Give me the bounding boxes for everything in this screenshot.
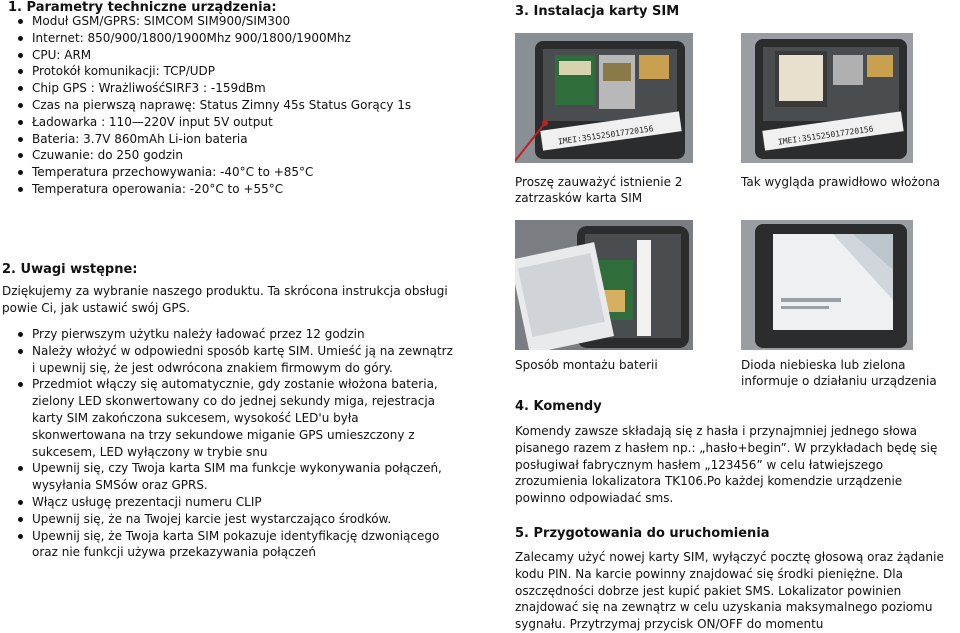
sim-slot-photo (515, 33, 693, 163)
list-item: Przedmiot włączy się automatycznie, gdy zostanie włożona bateria, zielony LED skonwertowany co do jednej sekundy miga, rejestracja karty SIM zakończona sukcesem, wysokość LED'u była skonwertowana na trzy sekundowe miganie GPS umieszczony z sukcesem, LED wyłączony w trybie snu (16, 376, 456, 460)
section2-title: 2. Uwagi wstępne: (2, 262, 138, 277)
section2-intro: Dziękujemy za wybranie naszego produktu. Ta skrócona instrukcja obsługi powie Ci, jak ustawić swój GPS. (2, 284, 448, 315)
imei-label: IMEI:351525017720156 (777, 124, 875, 147)
list-item: Upewnij się, że na Twojej karcie jest wystarczająco środków. (16, 511, 456, 528)
list-item: Temperatura operowania: -20°C to +55°C (16, 181, 496, 198)
section4-title: 4. Komendy (515, 399, 602, 414)
list-item: CPU: ARM (16, 47, 496, 64)
list-item: Włącz usługę prezentacji numeru CLIP (16, 494, 456, 511)
section3-title: 3. Instalacja karty SIM (515, 4, 680, 19)
list-item: Bateria: 3.7V 860mAh Li-ion bateria (16, 131, 496, 148)
caption-sim-latches: Proszę zauważyć istnienie 2 zatrzasków karta SIM (515, 175, 683, 205)
caption-battery-mount: Sposób montażu baterii (515, 358, 658, 372)
list-item: Moduł GSM/GPRS: SIMCOM SIM900/SIM300 (16, 13, 496, 30)
list-item: Upewnij się, że Twoja karta SIM pokazuje identyfikację dzwoniącego oraz nie funkcji używa przekazywania połączeń (16, 528, 456, 562)
caption-led-status: Dioda niebieska lub zielona informuje o działaniu urządzenia (741, 358, 937, 388)
list-item: Przy pierwszym użytku należy ładować przez 12 godzin (16, 326, 456, 343)
list-item: Upewnij się, czy Twoja karta SIM ma funkcje wykonywania połączeń, wysyłania SMSów oraz GPRS. (16, 460, 456, 494)
list-item: Temperatura przechowywania: -40°C to +85°C (16, 164, 496, 181)
list-item: Protokół komunikacji: TCP/UDP (16, 63, 496, 80)
section4-text: Komendy zawsze składają się z hasła i przynajmniej jednego słowa pisanego razem z hasłem np.: „hasło+begin”. W przykładach będę się posługiwał fabrycznym hasłem „123456” w celu łatwiejszego zrozumienia lokalizatora TK106.Po każdej komendzie urządzenie powinno odpowiadać sms. (515, 424, 938, 506)
section5-text: Zalecamy użyć nowej karty SIM, wyłączyć pocztę głosową oraz żądanie kodu PIN. Na karcie powinny znajdować się środki pieniężne. Dla oszczędności dobrze jest kupić pakiet SMS. Lokalizator powinien znajdować się na zewnątrz w celu uzyskania maksymalnego poziomu sygnału. Przytrzymaj przycisk ON/OFF do momentu (515, 550, 944, 632)
section5-title: 5. Przygotowania do uruchomienia (515, 526, 770, 541)
spec-list (16, 13, 496, 198)
caption-sim-correct: Tak wygląda prawidłowo włożona (741, 175, 941, 189)
list-item: Chip GPS : WrażliwośćSIRF3 : -159dBm (16, 80, 496, 97)
battery-installed-photo (741, 220, 913, 350)
list-item: Internet: 850/900/1800/1900Mhz 900/1800/1900Mhz (16, 30, 496, 47)
sim-inserted-photo (741, 33, 913, 163)
notes-list (16, 326, 456, 561)
section1-title: 1. Parametry techniczne urządzenia: (8, 0, 277, 15)
list-item: Ładowarka : 110—220V input 5V output (16, 114, 496, 131)
battery-mount-photo (515, 220, 693, 350)
list-item: Czas na pierwszą naprawę: Status Zimny 45s Status Gorący 1s (16, 97, 496, 114)
list-item: Czuwanie: do 250 godzin (16, 147, 496, 164)
imei-label: IMEI:351525017720156 (557, 124, 655, 147)
list-item: Należy włożyć w odpowiedni sposób kartę SIM. Umieść ją na zewnątrz i upewnij się, że jest odwrócona znakiem firmowym do góry. (16, 343, 456, 377)
